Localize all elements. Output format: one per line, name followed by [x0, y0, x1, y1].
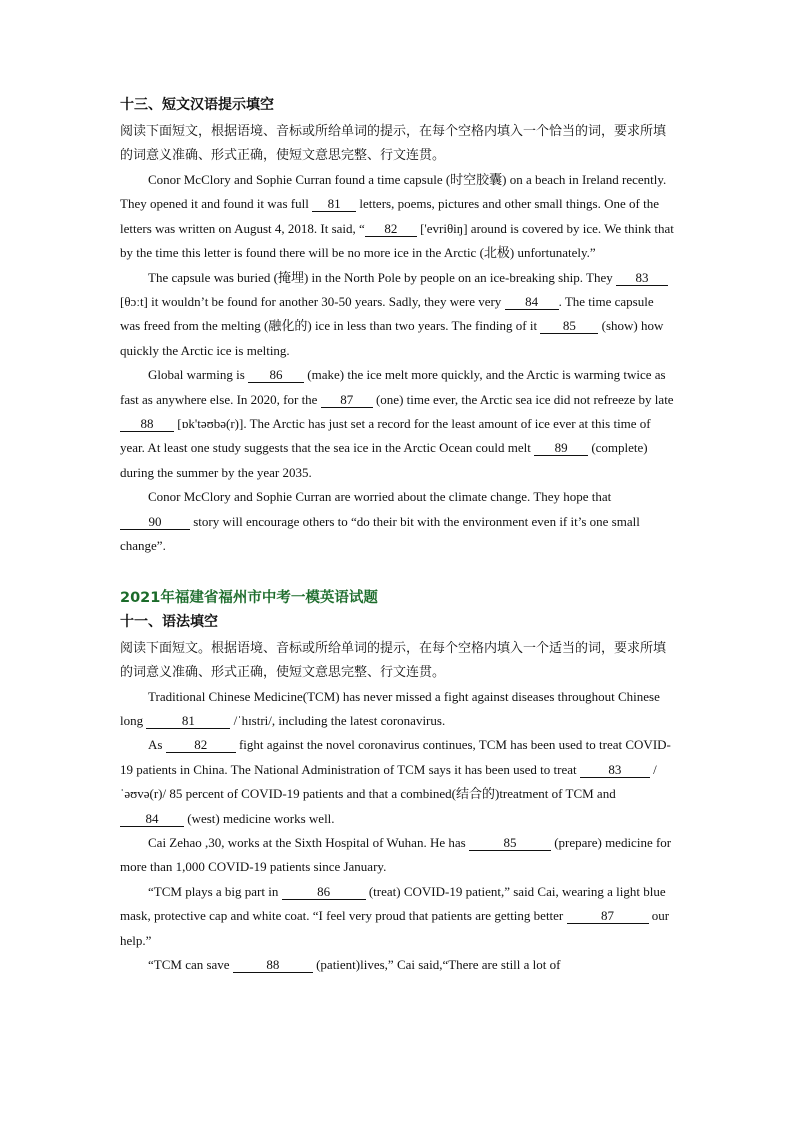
passage-paragraph — [120, 685, 676, 734]
answer-blank-88[interactable]: 88 — [120, 416, 174, 432]
passage-text: (make) the ice melt more quickly, and the Arctic is warming twice as fast as anywhere else. In 2020, for the — [120, 367, 666, 407]
answer-blank-85[interactable]: 85 — [469, 835, 551, 851]
passage-paragraph — [120, 363, 676, 485]
passage-text: Conor McClory and Sophie Curran are worried about the climate change. They hope that — [148, 489, 612, 505]
passage-paragraph — [120, 168, 676, 266]
answer-blank-83[interactable]: 83 — [616, 270, 668, 286]
passage-paragraph — [120, 485, 676, 558]
passage-text: [θɔːt] it wouldn’t be found for another 30-50 years. Sadly, they were very — [120, 294, 505, 310]
passage-text: (west) medicine works well. — [184, 810, 335, 826]
passage-text: Cai Zehao ,30, works at the Sixth Hospital of Wuhan. He has — [148, 834, 469, 850]
passage-text: (show) how quickly the Arctic ice is melting. — [120, 318, 664, 358]
answer-blank-82[interactable]: 82 — [166, 737, 236, 753]
answer-blank-84[interactable]: 84 — [505, 294, 559, 310]
answer-blank-88[interactable]: 88 — [233, 957, 313, 973]
answer-blank-81[interactable]: 81 — [146, 713, 230, 729]
passage-paragraph — [120, 831, 676, 880]
passage-text: /ˈəʊvə(r)/ 85 percent of COVID-19 patients and that a combined(结合的)treatment of TCM and — [120, 761, 657, 802]
passage-text: ['evriθiŋ] around is covered by ice. We think that by the time this letter is found there will be no more ice in the Arctic (北极) unfortunately.” — [120, 220, 674, 261]
passage-text: /ˈhɪstri/, including the latest coronavirus. — [230, 712, 446, 728]
passage-text: Conor McClory and Sophie Curran found a time capsule (时空胶囊) on a beach in Ireland recently. They opened it and found it was full — [120, 172, 667, 212]
passage-paragraph — [120, 953, 676, 977]
passage-text: (prepare) medicine for more than 1,000 COVID-19 patients since January. — [120, 834, 672, 875]
passage-text: . The time capsule was freed from the melting (融化的) ice in less than two years. The finding of it — [120, 294, 654, 334]
passage-text: The capsule was buried (掩埋) in the North Pole by people on an ice-breaking ship. They — [148, 269, 616, 285]
answer-blank-85[interactable]: 85 — [540, 318, 598, 334]
section-title: 2021年福建省福州市中考一模英语试题 — [120, 589, 378, 606]
answer-blank-90[interactable]: 90 — [120, 514, 190, 530]
passage-text: [ɒk'təʊbə(r)]. The Arctic has just set a record for the least amount of ice ever at this time of year. At least one study suggests that the sea ice in the Arctic Ocean could melt — [120, 416, 651, 456]
passage-paragraph — [120, 733, 676, 831]
passage-text: fight against the novel coronavirus continues, TCM has been used to treat COVID-19 patients in China. The National Administration of TCM says it has been used to treat — [120, 737, 671, 777]
answer-blank-89[interactable]: 89 — [534, 440, 588, 456]
passage-text: As — [148, 737, 166, 753]
answer-blank-87[interactable]: 87 — [321, 392, 373, 408]
answer-blank-86[interactable]: 86 — [282, 884, 366, 900]
passage-text: (treat) COVID-19 patient,” said Cai, wearing a light blue mask, protective cap and white coat. “I feel very proud that patients are getting better — [120, 883, 666, 924]
answer-blank-84[interactable]: 84 — [120, 811, 184, 827]
answer-blank-81[interactable]: 81 — [312, 196, 356, 212]
section-subtitle: 十一、语法填空 — [120, 613, 218, 630]
passage-text: (complete) during the summer by the year 2035. — [120, 440, 648, 480]
exercise-section — [120, 589, 676, 978]
passage-text: Traditional Chinese Medicine(TCM) has never missed a fight against diseases throughout Chinese long — [120, 688, 660, 728]
exercise-section — [120, 96, 676, 559]
section-title: 十三、短文汉语提示填空 — [120, 97, 274, 113]
passage-text: our help.” — [120, 908, 670, 948]
answer-blank-86[interactable]: 86 — [248, 367, 304, 383]
passage-paragraph — [120, 266, 676, 364]
instructions: 阅读下面短文。根据语境、音标或所给单词的提示，在每个空格内填入一个适当的词，要求所填的词意义准确、形式正确，使短文意思完整、行文连贯。 — [120, 640, 667, 680]
answer-blank-87[interactable]: 87 — [567, 908, 649, 924]
passage-text: letters, poems, pictures and other small things. One of the letters was written on August 4, 2018. It said, “ — [120, 196, 659, 236]
passage-paragraph — [120, 880, 676, 953]
passage-text: Global warming is — [148, 367, 249, 383]
answer-blank-83[interactable]: 83 — [580, 762, 650, 778]
passage-text: “TCM plays a big part in — [148, 883, 282, 899]
document-page — [120, 96, 676, 1007]
instructions: 阅读下面短文，根据语境、音标或所给单词的提示，在每个空格内填入一个恰当的词，要求所填的词意义准确、形式正确，使短文意思完整、行文连贯。 — [120, 124, 667, 163]
passage-text: (patient)lives,” Cai said,“There are still a lot of — [312, 956, 561, 972]
passage-text: story will encourage others to “do their bit with the environment even if it’s one small change”. — [120, 513, 640, 554]
answer-blank-82[interactable]: 82 — [365, 221, 417, 237]
passage-text: (one) time ever, the Arctic sea ice did not refreeze by late — [372, 391, 674, 407]
passage-text: “TCM can save — [148, 956, 233, 972]
